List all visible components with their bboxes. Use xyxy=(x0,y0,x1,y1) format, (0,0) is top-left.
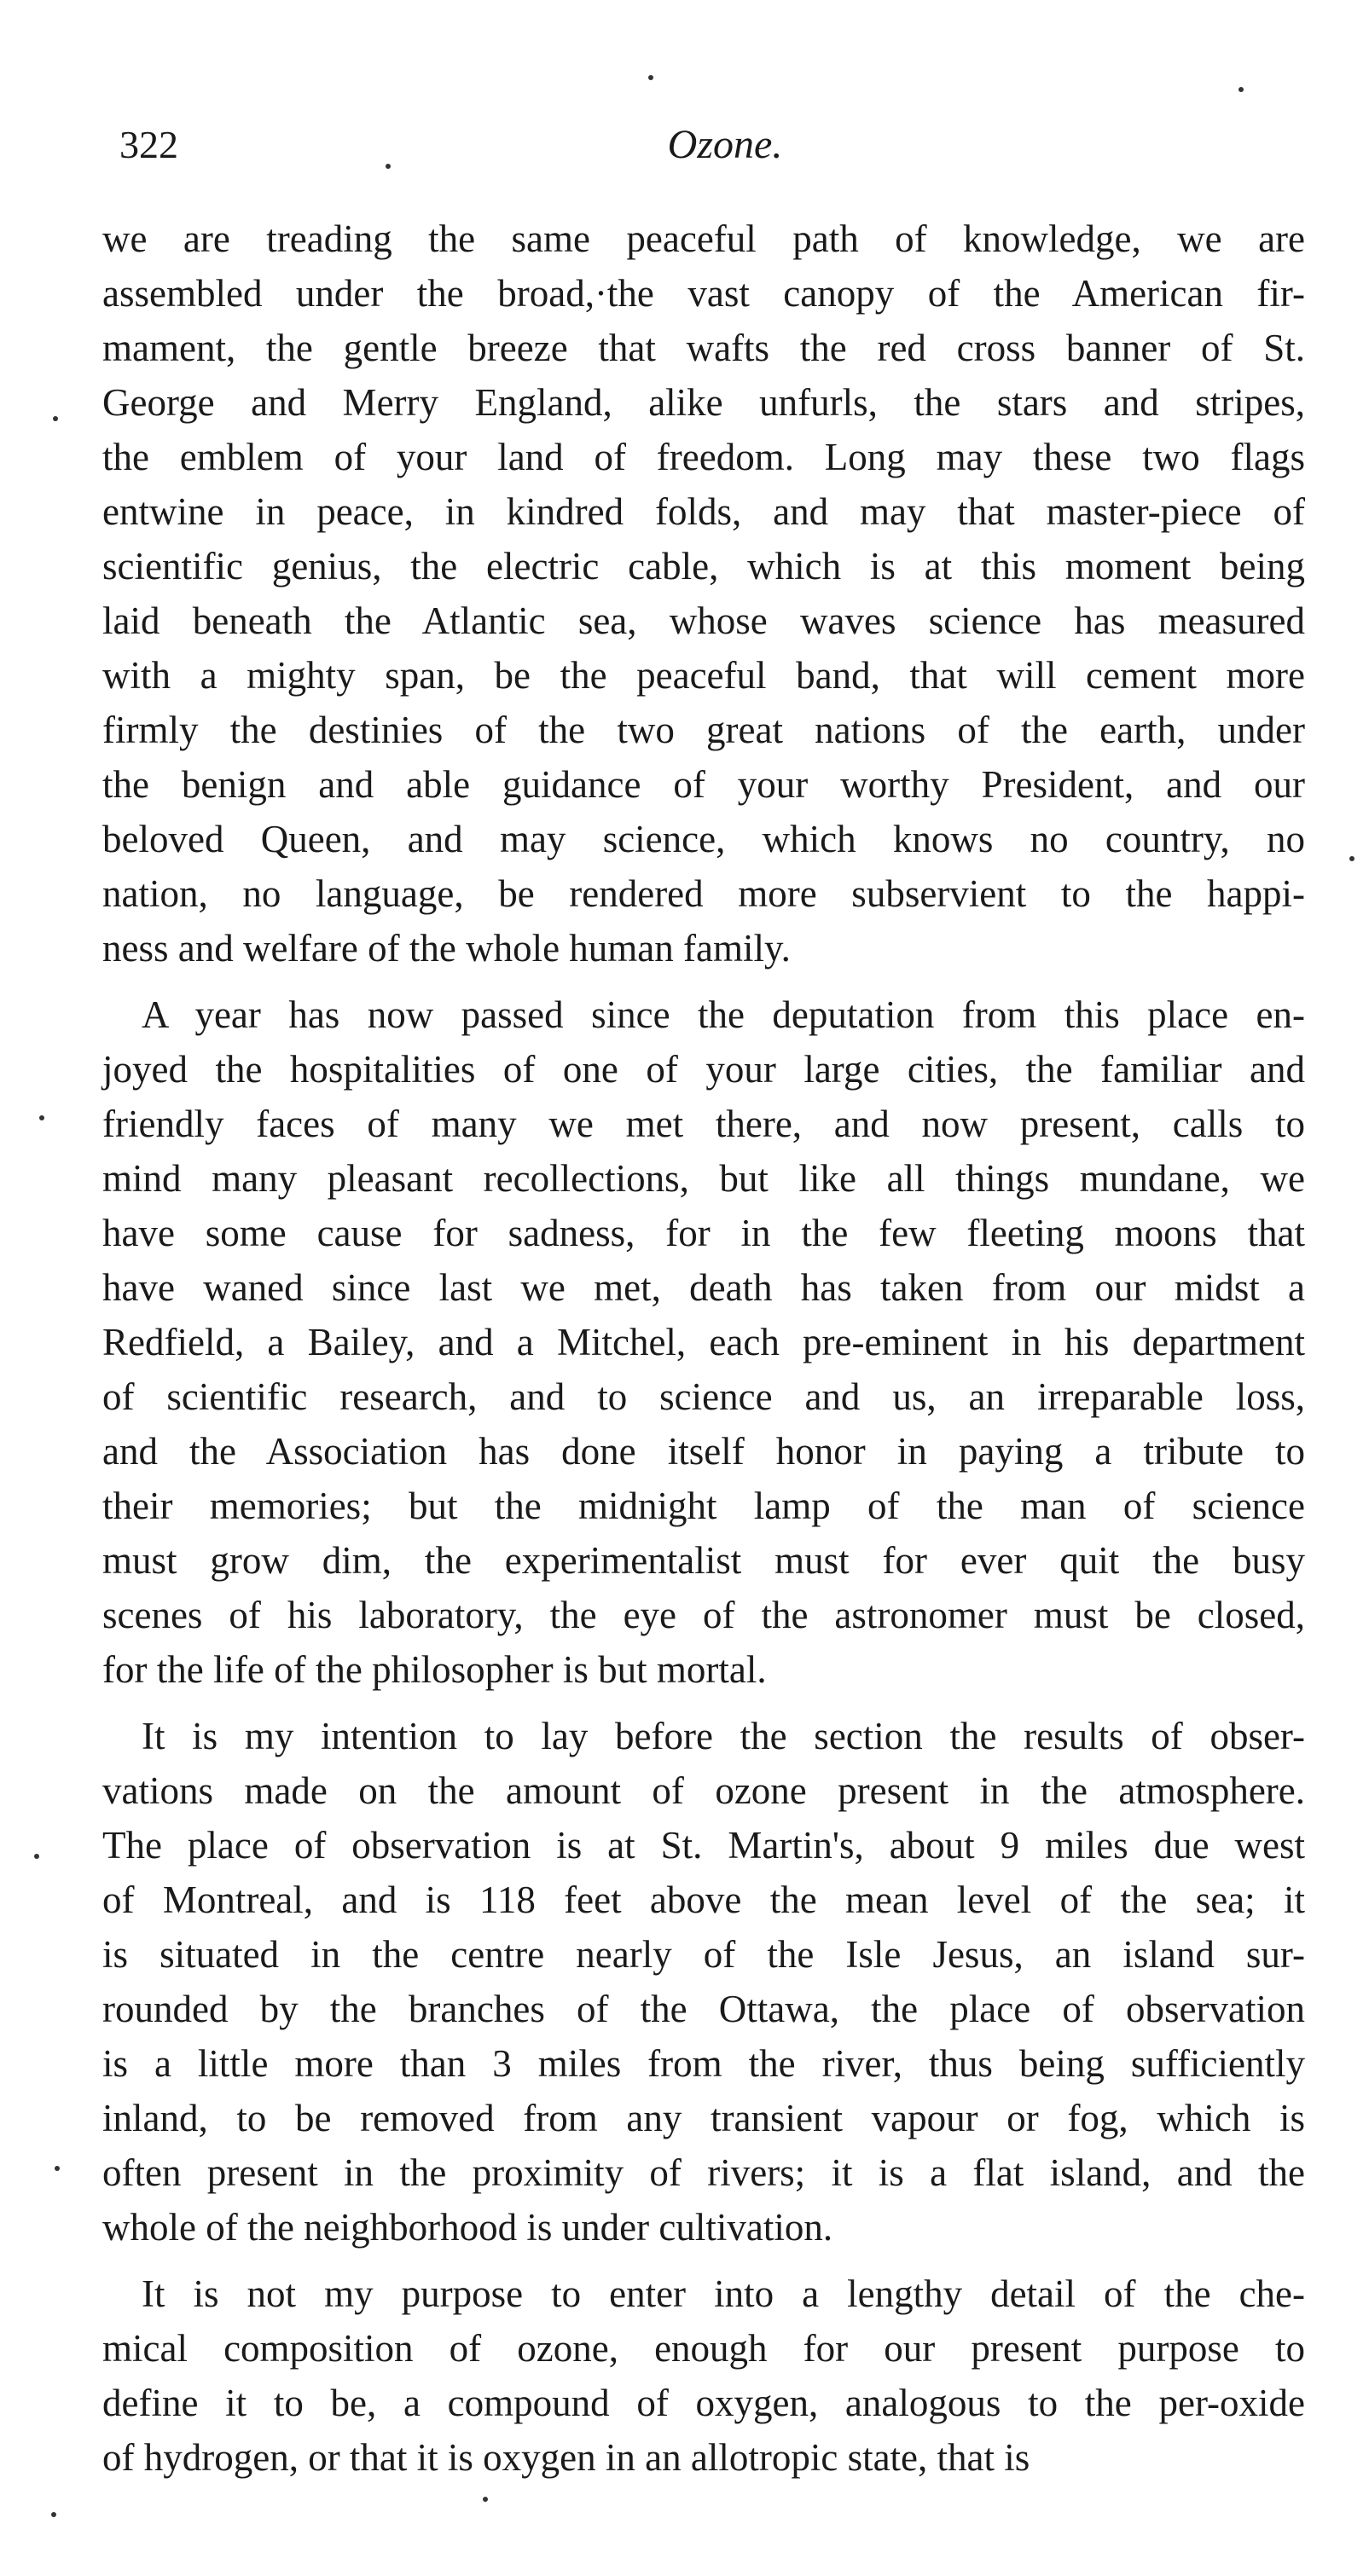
text-line: mical composition of ozone, enough for our present purpose to xyxy=(102,2327,1305,2370)
text-line: It is not my purpose to enter into a lengthy detail of the che- xyxy=(142,2272,1305,2315)
text-line: It is my intention to lay before the section the results of obser- xyxy=(142,1715,1305,1757)
text-line: entwine in peace, in kindred folds, and may that master-piece of xyxy=(102,490,1305,533)
scan-speck xyxy=(55,2166,60,2171)
scan-speck xyxy=(39,1115,44,1120)
scan-speck xyxy=(386,164,391,169)
text-line: ness and welfare of the whole human family. xyxy=(102,927,791,970)
text-line: laid beneath the Atlantic sea, whose waves science has measured xyxy=(102,599,1305,642)
text-line: inland, to be removed from any transient vapour or fog, which is xyxy=(102,2097,1305,2139)
text-line: beloved Queen, and may science, which knows no country, no xyxy=(102,818,1305,860)
body-text xyxy=(102,211,1305,2485)
text-line: friendly faces of many we met there, and now present, calls to xyxy=(102,1103,1305,1145)
paragraph xyxy=(102,211,1305,975)
text-line: with a mighty span, be the peaceful band, that will cement more xyxy=(102,654,1305,697)
text-line: mind many pleasant recollections, but like all things mundane, we xyxy=(102,1157,1305,1200)
text-line: have some cause for sadness, for in the few fleeting moons that xyxy=(102,1212,1305,1254)
scan-speck xyxy=(648,75,653,80)
scan-speck xyxy=(34,1854,39,1859)
paragraph xyxy=(102,2266,1305,2485)
text-line: of scientific research, and to science and us, an irreparable loss, xyxy=(102,1375,1305,1418)
text-line: the emblem of your land of freedom. Long may these two flags xyxy=(102,436,1305,478)
text-line: their memories; but the midnight lamp of the man of science xyxy=(102,1485,1305,1527)
text-line: is a little more than 3 miles from the river, thus being sufficiently xyxy=(102,2042,1305,2085)
running-title: Ozone. xyxy=(667,122,783,167)
page-number: 322 xyxy=(119,123,178,166)
text-line: Redfield, a Bailey, and a Mitchel, each pre-eminent in his department xyxy=(102,1321,1305,1363)
text-line: firmly the destinies of the two great nations of the earth, under xyxy=(102,709,1305,751)
text-line: scientific genius, the electric cable, which is at this moment being xyxy=(102,545,1305,588)
scan-speck xyxy=(1349,856,1354,861)
text-line: vations made on the amount of ozone present in the atmosphere. xyxy=(102,1769,1305,1812)
text-line: define it to be, a compound of oxygen, analogous to the per-oxide xyxy=(102,2382,1305,2424)
text-line: mament, the gentle breeze that wafts the red cross banner of St. xyxy=(102,327,1305,369)
scan-speck xyxy=(483,2497,488,2502)
paragraph xyxy=(102,1709,1305,2255)
paragraph-gap xyxy=(102,2255,1305,2266)
text-line: the benign and able guidance of your worthy President, and our xyxy=(102,763,1305,806)
text-line: nation, no language, be rendered more subservient to the happi- xyxy=(102,872,1305,915)
paragraph xyxy=(102,987,1305,1697)
text-line: whole of the neighborhood is under cultivation. xyxy=(102,2206,833,2249)
text-line: assembled under the broad,·the vast canopy of the American fir- xyxy=(102,272,1305,315)
text-line: scenes of his laboratory, the eye of the astronomer must be closed, xyxy=(102,1594,1305,1636)
text-line: of hydrogen, or that it is oxygen in an allotropic state, that is xyxy=(102,2436,1030,2479)
scan-speck xyxy=(1238,87,1244,92)
paragraph-gap xyxy=(102,975,1305,987)
page-header xyxy=(119,119,1305,179)
text-line: we are treading the same peaceful path of knowledge, we are xyxy=(102,217,1305,260)
text-line: for the life of the philosopher is but mortal. xyxy=(102,1648,767,1691)
text-line: A year has now passed since the deputation from this place en- xyxy=(142,993,1305,1036)
text-line: rounded by the branches of the Ottawa, the place of observation xyxy=(102,1988,1305,2030)
scan-speck xyxy=(51,2512,56,2517)
text-line: George and Merry England, alike unfurls, the stars and stripes, xyxy=(102,381,1305,424)
scan-speck xyxy=(53,416,58,421)
paragraph-gap xyxy=(102,1697,1305,1709)
text-line: is situated in the centre nearly of the Isle Jesus, an island sur- xyxy=(102,1933,1305,1976)
text-line: must grow dim, the experimentalist must for ever quit the busy xyxy=(102,1539,1305,1582)
text-line: often present in the proximity of rivers; it is a flat island, and the xyxy=(102,2151,1305,2194)
text-line: have waned since last we met, death has taken from our midst a xyxy=(102,1266,1305,1309)
text-line: and the Association has done itself honor in paying a tribute to xyxy=(102,1430,1305,1473)
text-line: joyed the hospitalities of one of your large cities, the familiar and xyxy=(102,1048,1305,1091)
text-line: The place of observation is at St. Martin's, about 9 miles due west xyxy=(102,1824,1305,1867)
text-line: of Montreal, and is 118 feet above the mean level of the sea; it xyxy=(102,1878,1305,1921)
